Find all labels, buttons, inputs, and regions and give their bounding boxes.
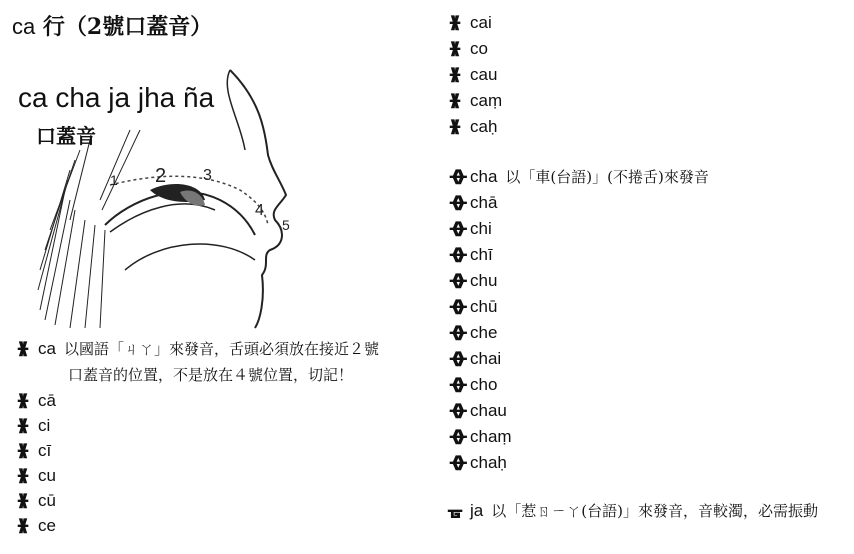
syllable-row bbox=[444, 244, 493, 265]
romanization: chu bbox=[470, 270, 498, 290]
romanization: chaṃ bbox=[470, 426, 512, 446]
syllable-row bbox=[444, 374, 497, 395]
syllable-row bbox=[12, 465, 56, 486]
romanization: ci bbox=[38, 415, 51, 435]
syllable-row bbox=[444, 296, 497, 317]
romanization: cau bbox=[470, 64, 498, 84]
siddham-glyph-icon: ᚕ bbox=[17, 490, 29, 511]
romanization: cho bbox=[470, 374, 498, 394]
syllable-row bbox=[12, 415, 50, 436]
siddham-glyph-icon: ᚕ bbox=[449, 116, 461, 137]
romanization: chai bbox=[470, 348, 502, 368]
romanization: chau bbox=[470, 400, 507, 420]
romanization: cu bbox=[38, 465, 56, 485]
romanization: cai bbox=[470, 12, 492, 32]
syllable-row bbox=[444, 270, 497, 291]
siddham-glyph-icon: ᚖ bbox=[449, 192, 461, 213]
romanization: che bbox=[470, 322, 498, 342]
syllable-row bbox=[444, 348, 501, 369]
siddham-glyph-icon: ᚕ bbox=[17, 465, 29, 486]
pronunciation-note: 以「車(台語)」(不捲舌)來發音 bbox=[505, 168, 709, 186]
siddham-glyph-icon: ᚖ bbox=[449, 374, 461, 395]
title-roman: ca bbox=[12, 14, 36, 39]
siddham-glyph-icon: ᚖ bbox=[449, 244, 461, 265]
siddham-glyph-icon: ᚖ bbox=[449, 452, 461, 473]
romanization: chī bbox=[470, 244, 493, 264]
marker-3: 3 bbox=[203, 167, 212, 184]
romanization: cī bbox=[38, 440, 52, 460]
siddham-glyph-icon: ᚖ bbox=[449, 426, 461, 447]
siddham-glyph-icon: ᚕ bbox=[17, 515, 29, 536]
siddham-glyph-icon: ᚖ bbox=[449, 218, 461, 239]
romanization: cha bbox=[470, 166, 498, 186]
romanization: co bbox=[470, 38, 488, 58]
syllable-row bbox=[444, 90, 502, 111]
siddham-glyph-icon: ᚖ bbox=[449, 270, 461, 291]
siddham-glyph-icon: ᚖ bbox=[449, 296, 461, 317]
diagram-subheading: 口蓋音 bbox=[36, 124, 96, 148]
title-rest: 行（2號口蓋音） bbox=[42, 14, 213, 40]
romanization: cā bbox=[38, 390, 56, 410]
syllable-row bbox=[444, 116, 497, 137]
romanization: ca bbox=[38, 338, 56, 358]
syllable-row bbox=[12, 515, 56, 536]
marker-5: 5 bbox=[282, 217, 290, 233]
siddham-glyph-icon: ᚕ bbox=[449, 38, 461, 59]
page-title bbox=[12, 10, 212, 41]
syllable-row bbox=[444, 218, 492, 239]
siddham-glyph-icon: ᚗ bbox=[447, 500, 463, 521]
marker-4: 4 bbox=[255, 202, 264, 219]
pronunciation-note: 以「惹ㄖㄧㄚ(台語)」來發音，音較濁，必需振動 bbox=[491, 502, 818, 520]
siddham-glyph-icon: ᚕ bbox=[17, 440, 29, 461]
siddham-glyph-icon: ᚕ bbox=[449, 90, 461, 111]
romanization: chū bbox=[470, 296, 498, 316]
diagram-heading: ca cha ja jha ña bbox=[18, 82, 215, 113]
pronunciation-note: 以國語「ㄐㄚ」來發音，舌頭必須放在接近２號 bbox=[63, 340, 379, 358]
syllable-row bbox=[444, 64, 497, 85]
pronunciation-note-cont: 口蓋音的位置，不是放在４號位置，切記！ bbox=[68, 366, 354, 384]
syllable-row bbox=[12, 338, 379, 359]
marker-2: 2 bbox=[155, 165, 167, 187]
siddham-glyph-icon: ᚖ bbox=[449, 322, 461, 343]
marker-1: 1 bbox=[110, 172, 118, 188]
romanization: chā bbox=[470, 192, 498, 212]
syllable-row bbox=[444, 12, 492, 33]
siddham-glyph-icon: ᚖ bbox=[449, 400, 461, 421]
syllable-row bbox=[12, 490, 56, 511]
syllable-row bbox=[444, 400, 507, 421]
syllable-row bbox=[444, 38, 488, 59]
siddham-glyph-icon: ᚕ bbox=[17, 415, 29, 436]
romanization: chaḥ bbox=[470, 452, 507, 472]
syllable-row bbox=[444, 426, 512, 447]
siddham-glyph-icon: ᚕ bbox=[17, 390, 29, 411]
siddham-glyph-icon: ᚕ bbox=[449, 64, 461, 85]
syllable-row bbox=[12, 440, 51, 461]
syllable-row bbox=[444, 452, 507, 473]
siddham-glyph-icon: ᚖ bbox=[449, 166, 461, 187]
romanization: ce bbox=[38, 515, 56, 535]
romanization: caḥ bbox=[470, 116, 498, 136]
syllable-row bbox=[444, 192, 497, 213]
syllable-row bbox=[444, 322, 497, 343]
romanization: cū bbox=[38, 490, 56, 510]
syllable-row bbox=[444, 500, 818, 521]
romanization: chi bbox=[470, 218, 492, 238]
romanization: caṃ bbox=[470, 90, 503, 110]
syllable-row bbox=[444, 166, 709, 187]
siddham-glyph-icon: ᚖ bbox=[449, 348, 461, 369]
siddham-glyph-icon: ᚕ bbox=[17, 338, 29, 359]
romanization: ja bbox=[470, 500, 484, 520]
siddham-glyph-icon: ᚕ bbox=[449, 12, 461, 33]
syllable-row bbox=[12, 390, 56, 411]
